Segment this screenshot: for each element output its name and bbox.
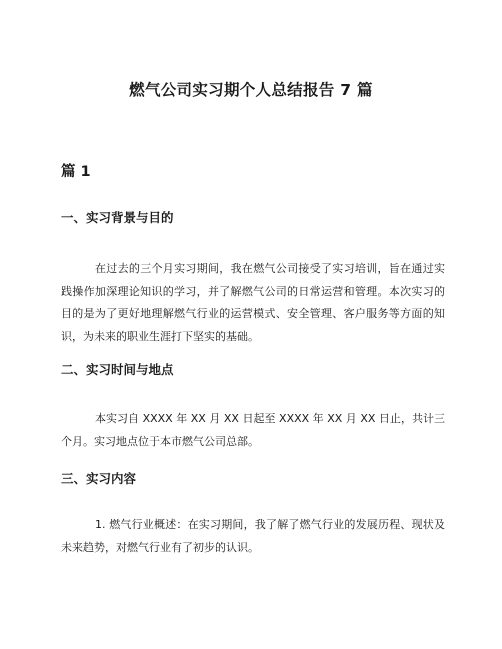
document-title: 燃气公司实习期个人总结报告 7 篇 (129, 81, 373, 99)
section-paragraph-background: 在过去的三个月实习期间，我在燃气公司接受了实习培训，旨在通过实践操作加深理论知识的学习，并了解燃气公司的日常运营和管理。本次实习的目的是为了更好地理解燃气行业的运营模式、安全管理、客户服务等方面的知识，为未来的职业生涯打下坚实的基础。 (61, 262, 445, 343)
section-heading-background: 一、实习背景与目的 (61, 210, 174, 225)
section-heading-content: 三、实习内容 (61, 471, 137, 486)
section-paragraph-content: 1. 燃气行业概述：在实习期间，我了解了燃气行业的发展历程、现状及未来趋势，对燃气行业有了初步的认识。 (61, 518, 445, 554)
part-heading: 篇 1 (61, 164, 91, 180)
section-heading-time-place: 二、实习时间与地点 (61, 362, 174, 377)
section-paragraph-time-place: 本实习自 XXXX 年 XX 月 XX 日起至 XXXX 年 XX 月 XX 日止，共计三个月。实习地点位于本市燃气公司总部。 (61, 412, 445, 448)
